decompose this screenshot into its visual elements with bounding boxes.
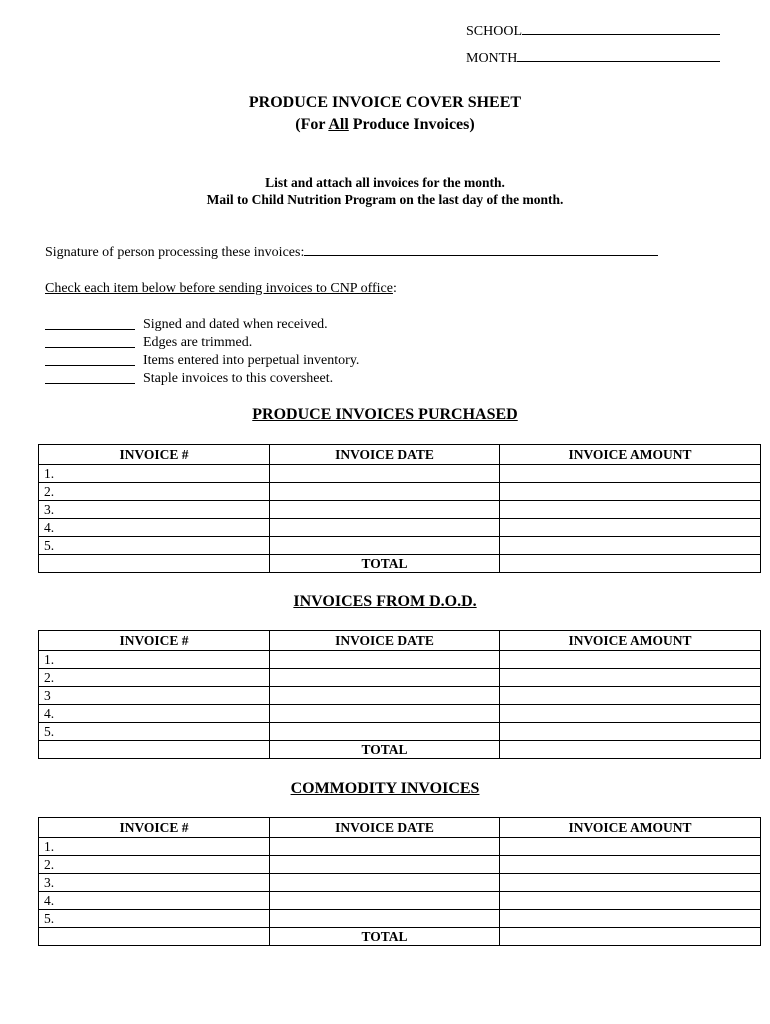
checklist-blank[interactable] [45,370,135,384]
total-amount-cell[interactable] [500,741,761,759]
column-header: INVOICE AMOUNT [500,631,761,651]
page-subtitle: (For All Produce Invoices) [295,116,475,133]
section-title-dod: INVOICES FROM D.O.D. [293,593,477,610]
invoice-date-cell[interactable] [270,465,500,483]
invoice-amount-cell[interactable] [500,874,761,892]
checklist-item: Staple invoices to this coversheet. [45,370,359,388]
checklist [45,316,359,388]
invoice-number-cell[interactable]: 4. [39,519,270,537]
table-row [39,892,761,910]
total-row [39,555,761,573]
invoice-date-cell[interactable] [270,910,500,928]
column-header: INVOICE DATE [270,631,500,651]
dod-invoices-table [38,630,761,759]
invoice-amount-cell[interactable] [500,651,761,669]
invoice-number-cell[interactable]: 1. [39,465,270,483]
invoice-date-cell[interactable] [270,723,500,741]
checklist-item: Edges are trimmed. [45,334,359,352]
total-row [39,741,761,759]
checklist-blank[interactable] [45,316,135,330]
column-header: INVOICE DATE [270,445,500,465]
invoice-number-cell[interactable]: 3. [39,874,270,892]
column-header: INVOICE # [39,818,270,838]
checklist-item: Signed and dated when received. [45,316,359,334]
table-row [39,838,761,856]
table-row [39,651,761,669]
invoice-number-cell[interactable]: 1. [39,838,270,856]
produce-invoices-table [38,444,761,573]
column-header: INVOICE AMOUNT [500,818,761,838]
table-row [39,705,761,723]
invoice-number-cell[interactable]: 2. [39,669,270,687]
invoice-date-cell[interactable] [270,483,500,501]
table-row [39,465,761,483]
invoice-amount-cell[interactable] [500,687,761,705]
table-row [39,537,761,555]
total-row [39,928,761,946]
total-amount-cell[interactable] [500,928,761,946]
commodity-invoices-table [38,817,761,946]
invoice-amount-cell[interactable] [500,519,761,537]
table-header-row [39,631,761,651]
invoice-date-cell[interactable] [270,651,500,669]
school-label: SCHOOL [466,24,523,39]
table-row [39,519,761,537]
invoice-amount-cell[interactable] [500,501,761,519]
section-title-commodity: COMMODITY INVOICES [290,780,480,797]
school-field[interactable] [466,24,720,40]
invoice-date-cell[interactable] [270,856,500,874]
column-header: INVOICE # [39,631,270,651]
invoice-amount-cell[interactable] [500,465,761,483]
invoice-number-cell[interactable]: 4. [39,705,270,723]
column-header: INVOICE AMOUNT [500,445,761,465]
invoice-number-cell[interactable]: 2. [39,483,270,501]
checklist-blank[interactable] [45,352,135,366]
invoice-amount-cell[interactable] [500,537,761,555]
page-title: PRODUCE INVOICE COVER SHEET [248,94,522,111]
invoice-date-cell[interactable] [270,519,500,537]
invoice-date-cell[interactable] [270,669,500,687]
table-row [39,910,761,928]
checklist-blank[interactable] [45,334,135,348]
total-amount-cell[interactable] [500,555,761,573]
month-label: MONTH [466,51,518,66]
table-row [39,723,761,741]
table-row [39,501,761,519]
invoice-number-cell[interactable]: 4. [39,892,270,910]
invoice-amount-cell[interactable] [500,856,761,874]
invoice-date-cell[interactable] [270,892,500,910]
invoice-amount-cell[interactable] [500,838,761,856]
invoice-date-cell[interactable] [270,537,500,555]
table-row [39,669,761,687]
invoice-amount-cell[interactable] [500,483,761,501]
table-row [39,483,761,501]
invoice-number-cell[interactable]: 3 [39,687,270,705]
table-row [39,687,761,705]
invoice-amount-cell[interactable] [500,910,761,928]
instruction-line-1: List and attach all invoices for the month. [265,175,505,190]
table-row [39,856,761,874]
month-line[interactable] [517,61,720,62]
subtitle-emphasis: All [328,116,349,133]
column-header: INVOICE # [39,445,270,465]
invoice-amount-cell[interactable] [500,705,761,723]
invoice-number-cell[interactable]: 5. [39,537,270,555]
section-title-produce: PRODUCE INVOICES PURCHASED [252,406,518,423]
table-row [39,874,761,892]
school-line[interactable] [522,34,720,35]
invoice-amount-cell[interactable] [500,892,761,910]
total-label: TOTAL [270,555,500,573]
invoice-date-cell[interactable] [270,687,500,705]
invoice-number-cell[interactable]: 3. [39,501,270,519]
invoice-number-cell[interactable]: 5. [39,723,270,741]
checklist-heading: Check each item below before sending invoices to CNP office: [45,281,397,296]
signature-line[interactable] [304,255,658,256]
total-label: TOTAL [270,741,500,759]
invoice-date-cell[interactable] [270,838,500,856]
invoice-amount-cell[interactable] [500,723,761,741]
invoice-amount-cell[interactable] [500,669,761,687]
table-header-row [39,445,761,465]
invoice-number-cell[interactable]: 5. [39,910,270,928]
checklist-item: Items entered into perpetual inventory. [45,352,359,370]
signature-label: Signature of person processing these invoices: [45,245,305,260]
signature-field[interactable] [45,245,658,261]
invoice-date-cell[interactable] [270,874,500,892]
total-label: TOTAL [270,928,500,946]
invoice-date-cell[interactable] [270,501,500,519]
invoice-date-cell[interactable] [270,705,500,723]
instruction-line-2: Mail to Child Nutrition Program on the last day of the month. [206,192,564,207]
invoice-number-cell[interactable]: 2. [39,856,270,874]
month-field[interactable] [466,51,720,67]
column-header: INVOICE DATE [270,818,500,838]
invoice-number-cell[interactable]: 1. [39,651,270,669]
table-header-row [39,818,761,838]
